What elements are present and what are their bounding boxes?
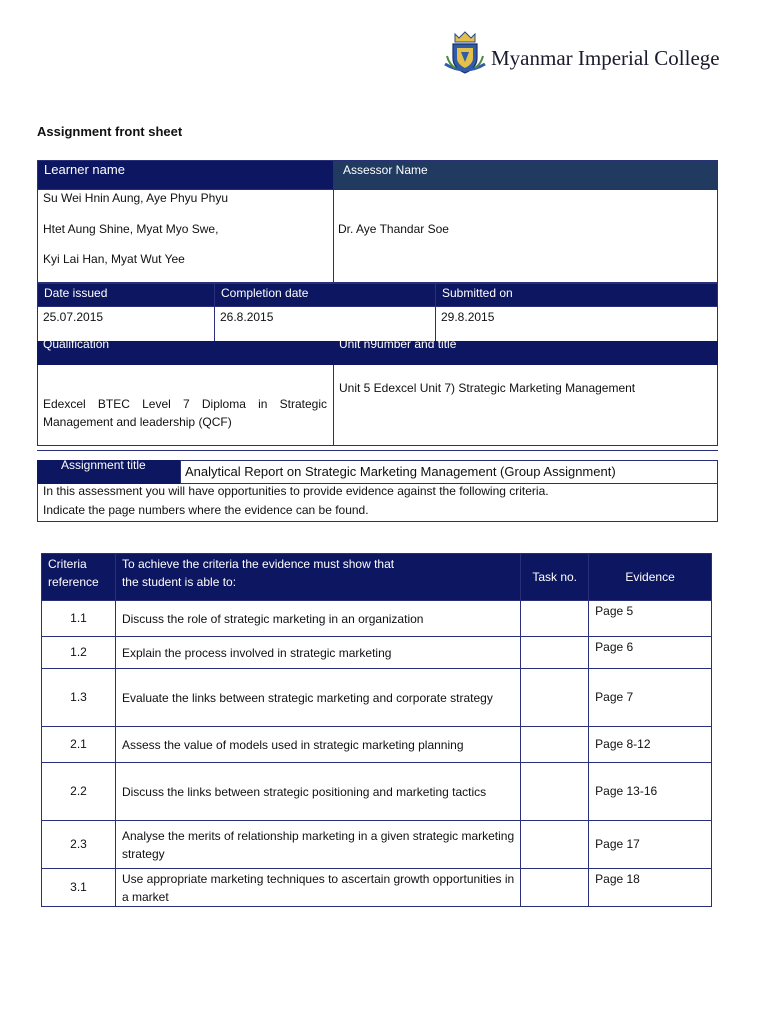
criteria-text: Discuss the links between strategic positioning and marketing tactics	[115, 763, 520, 821]
submitted-on-header	[435, 283, 718, 307]
college-name: Myanmar Imperial College	[491, 46, 720, 70]
criteria-row	[42, 669, 712, 727]
evidence-cell: Page 5	[589, 601, 712, 637]
unit-label: Unit n9umber and title	[339, 337, 457, 351]
completion-date-label: Completion date	[221, 286, 309, 300]
criteria-row	[42, 763, 712, 821]
date-issued-value: 25.07.2015	[43, 310, 104, 324]
assignment-title-header	[37, 460, 181, 484]
criteria-row	[42, 727, 712, 763]
learner-line-2: Htet Aung Shine, Myat Myo Swe,	[43, 222, 219, 236]
unit-header	[333, 337, 718, 365]
task-no-header: Task no.	[521, 554, 589, 601]
criteria-text: Assess the value of models used in strategic marketing planning	[115, 727, 520, 763]
qualification-label: Qualification	[43, 337, 110, 351]
instructions-line-2: Indicate the page numbers where the evidence can be found.	[43, 503, 369, 517]
assessor-name-header	[333, 160, 718, 190]
instructions-line-1: In this assessment you will have opportunities to provide evidence against the following criteria.	[43, 484, 549, 498]
criteria-evidence-header-line-2: the student is able to:	[121, 575, 237, 589]
assessor-value: Dr. Aye Thandar Soe	[338, 222, 449, 236]
date-issued-header	[37, 283, 215, 307]
evidence-cell: Page 8-12	[589, 727, 712, 763]
criteria-text: Discuss the role of strategic marketing in an organization	[115, 601, 520, 637]
college-logo	[443, 28, 743, 78]
task-no-cell	[521, 821, 589, 869]
crest-icon	[443, 30, 487, 76]
completion-date-header	[214, 283, 436, 307]
learner-names-cell	[37, 189, 334, 283]
criteria-table	[41, 553, 712, 907]
criteria-ref: 2.3	[42, 821, 116, 869]
criteria-text: Evaluate the links between strategic marketing and corporate strategy	[115, 669, 520, 727]
instructions-cell	[37, 483, 718, 522]
unit-cell	[333, 365, 718, 446]
criteria-evidence-header	[115, 554, 520, 601]
qualification-line-2: Management and leadership (QCF)	[43, 415, 232, 429]
criteria-ref: 1.3	[42, 669, 116, 727]
task-no-cell	[521, 601, 589, 637]
criteria-row	[42, 601, 712, 637]
qualification-header	[37, 337, 334, 365]
criteria-ref: 1.2	[42, 637, 116, 669]
evidence-cell: Page 6	[589, 637, 712, 669]
assignment-title-label: Assignment title	[61, 458, 146, 472]
criteria-text: Explain the process involved in strategic marketing	[115, 637, 520, 669]
task-no-cell	[521, 727, 589, 763]
criteria-ref: 1.1	[42, 601, 116, 637]
submitted-on-label: Submitted on	[442, 286, 513, 300]
task-no-cell	[521, 669, 589, 727]
criteria-row	[42, 637, 712, 669]
learner-name-label: Learner name	[44, 162, 125, 177]
date-issued-label: Date issued	[44, 286, 108, 300]
criteria-ref-header	[42, 554, 116, 601]
assignment-title-cell	[180, 460, 718, 484]
criteria-text: Analyse the merits of relationship marketing in a given strategic marketing strategy	[115, 821, 520, 869]
criteria-text: Use appropriate marketing techniques to ascertain growth opportunities in a market	[115, 869, 520, 907]
task-no-cell	[521, 869, 589, 907]
learner-line-1: Su Wei Hnin Aung, Aye Phyu Phyu	[43, 191, 229, 205]
evidence-cell: Page 7	[589, 669, 712, 727]
criteria-evidence-header-line-1: To achieve the criteria the evidence must show that	[121, 557, 395, 571]
assessor-cell	[333, 189, 718, 283]
criteria-header-row	[42, 554, 712, 601]
sheet-title: Assignment front sheet	[37, 124, 183, 139]
qualification-cell	[37, 365, 334, 446]
criteria-ref: 2.1	[42, 727, 116, 763]
evidence-cell: Page 18	[589, 869, 712, 907]
criteria-ref: 3.1	[42, 869, 116, 907]
learner-name-header	[37, 160, 334, 190]
qualification-line-1: Edexcel BTEC Level 7 Diploma in Strategic	[43, 397, 327, 411]
completion-date-value: 26.8.2015	[220, 310, 274, 324]
evidence-header: Evidence	[589, 554, 712, 601]
divider	[37, 450, 718, 451]
assignment-title-value: Analytical Report on Strategic Marketing Management (Group Assignment)	[185, 464, 616, 479]
task-no-cell	[521, 763, 589, 821]
evidence-cell: Page 13-16	[589, 763, 712, 821]
submitted-on-value: 29.8.2015	[441, 310, 495, 324]
criteria-ref: 2.2	[42, 763, 116, 821]
unit-value: Unit 5 Edexcel Unit 7) Strategic Marketing Management	[339, 381, 636, 395]
evidence-cell: Page 17	[589, 821, 712, 869]
task-no-cell	[521, 637, 589, 669]
assessor-name-label: Assessor Name	[343, 163, 428, 177]
criteria-row	[42, 821, 712, 869]
learner-line-3: Kyi Lai Han, Myat Wut Yee	[43, 252, 185, 266]
criteria-row	[42, 869, 712, 907]
criteria-ref-header-line-2: reference	[48, 575, 99, 589]
criteria-ref-header-line-1: Criteria	[48, 557, 87, 571]
